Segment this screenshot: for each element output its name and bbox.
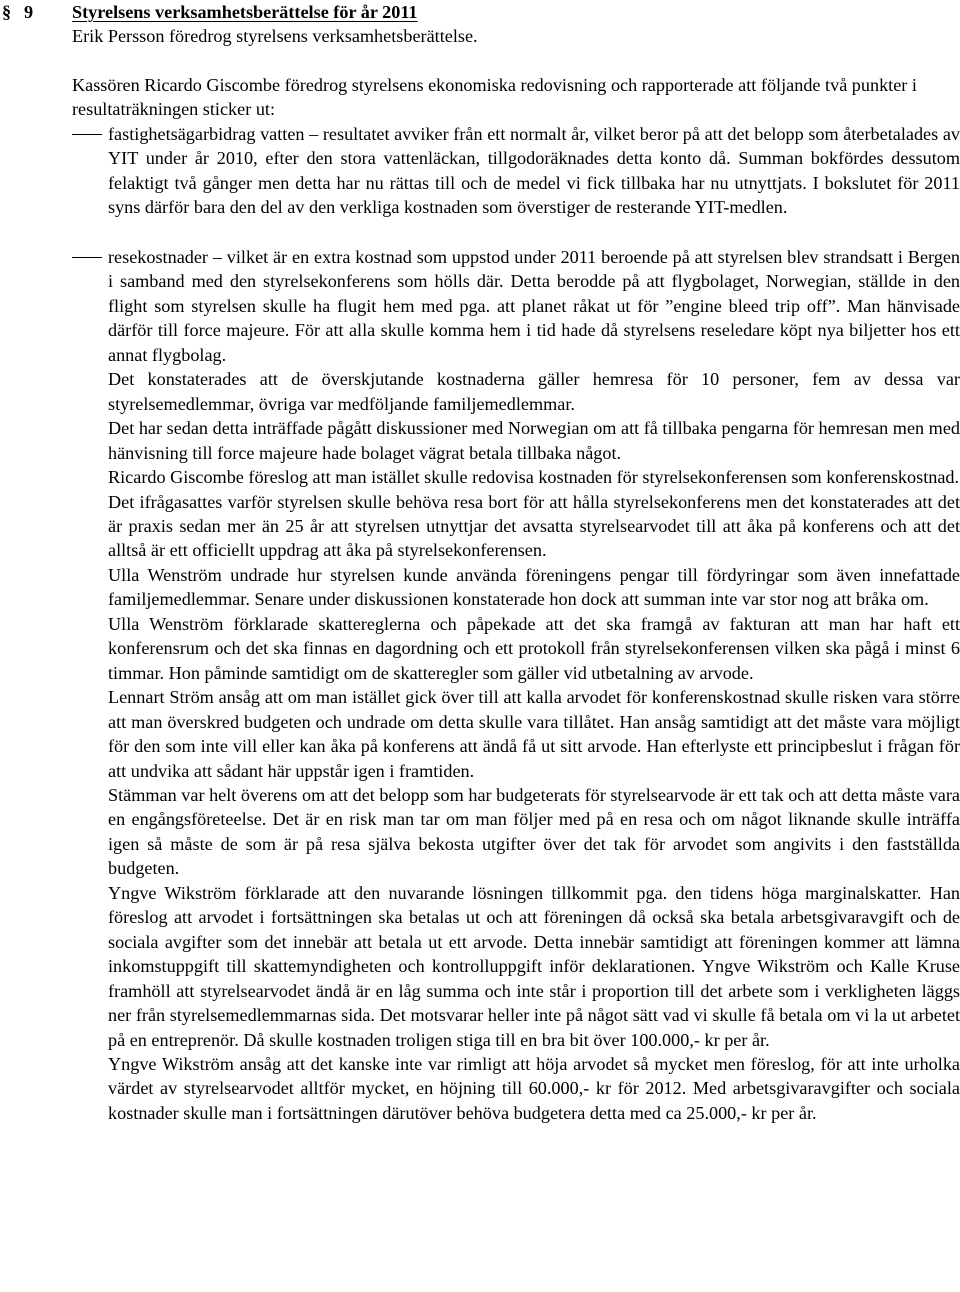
section-heading [0,0,960,24]
item-paragraph: Yngve Wikström förklarade att den nuvarande lösningen tillkommit pga. den tidens höga marginalskatter. Han föreslog att arvodet i fortsättningen ska betalas ut och att föreningen då också ska betala arbetsgivaravgift och de sociala avgifter som det innebär att betala ut ett arvode. Detta innebär samtidigt att föreningen kommer att lämna inkomstuppgift till skattemyndigheten och kontrolluppgift inför deklarationen. Yngve Wikström och Kalle Kruse framhöll att styrelsearvodet ändå är en låg summa och inte står i proportion till det arbete som i verkligheten läggs ner från styrelsemedlemmarnas sida. Det motsvarar heller inte på något sätt vad vi skulle få betala om vi la ut arbetet på en entreprenör. Då skulle kostnaden troligen stiga till en bra bit över 100.000,- kr per år. [108,882,960,1050]
item-paragraph: resekostnader – vilket är en extra kostnad som uppstod under 2011 beroende på att styrelsen blev strandsatt i Bergen i samband med den styrelsekonferens som hölls där. Detta berodde på att flygbolaget, Norwegian, ställde in den flight som styrelsen skulle ha flugit hem med pga. att planet råkat ut för ”engine bleed trip off”. Man hänvisade därför till force majeure. För att alla skulle komma hem i tid hade då styrelsens reseledare köpt nya biljetter hos ett annat flygbolag. [108,247,960,365]
item-paragraph: Lennart Ström ansåg att om man istället gick över till att kalla arvodet för konferenskostnad skulle risken vara större att man överskred budgeten och undrade om detta skulle vara tillåtet. Han ansåg samtidigt att det måste vara möjligt för den som inte vill eller kan åka på konferens att ändå få ut sitt arvode. Han efterlyste ett principbeslut i frågan för att undvika att sådant här uppstår igen i framtiden. [108,687,960,781]
section-number: 9 [24,2,34,22]
item-paragraph: Det har sedan detta inträffade pågått diskussioner med Norwegian om att få tillbaka pengarna för hemresan men med hänvisning till force majeure hade bolaget vägrat betala tillbaka något. [108,418,960,463]
section-title: Styrelsens verksamhetsberättelse för år 2011 [72,2,418,22]
item-paragraph: Stämman var helt överens om att det belopp som har budgeterats för styrelsearvode är ett tak och att detta måste vara en engångsföreteelse. Det är en risk man tar om man följer med på en resa och om något liknande skulle inträffa igen så måste de som är på resa själva bekosta utgifter över det tak för arvodet som angivits i den fastställda budgeten. [108,784,960,879]
section-symbol: § [2,2,12,22]
dash-bullet [72,257,102,258]
item-paragraph: fastighetsägarbidrag vatten – resultatet avviker från ett normalt år, vilket beror på att det belopp som återbetalades av YIT under år 2010, efter den stora vattenläckan, tillgodoräknades detta konto då. Summan bokfördes dessutom felaktigt två gånger men detta har nu rättas till och de medel vi fick tillbaka har nu utnyttjats. I bokslutet för 2011 syns därför bara den del av den verkliga kostnaden som överstiger de resterande YIT-medlen. [108,124,960,218]
list-item-travel [72,245,960,1125]
item-paragraph: Det konstaterades att de överskjutande kostnaderna gäller hemresa för 10 personer, fem av dessa var styrelsemedlemmar, övriga var medföljande familjemedlemmar. [108,369,960,414]
item-paragraph: Det ifrågasattes varför styrelsen skulle behöva resa bort för att hålla styrelsekonferens men det konstaterades att det är praxis sedan mer än 25 år att styrelsen utnyttjar det avsatta styrelsearvodet till att åka på konferens och att det alltså är ett officiellt uppdrag att åka på styrelsekonferensen. [108,491,960,561]
list-item-water [72,122,960,220]
dash-bullet [72,134,102,135]
item-paragraph: Ulla Wenström undrade hur styrelsen kunde använda föreningens pengar till fördyringar som även innefattade familjemedlemmar. Senare under diskussionen konstaterade hon dock att summan inte var stor nog att bråka om. [108,564,960,610]
intro-paragraph: Kassören Ricardo Giscombe föredrog styrelsens ekonomiska redovisning och rapporterade att följande två punkter i resultaträkningen sticker ut: [72,75,917,120]
item-paragraph: Ricardo Giscombe föreslog att man istället skulle redovisa kostnaden för styrelsekonferensen som konferenskostnad. [108,467,960,488]
section-subtitle: Erik Persson föredrog styrelsens verksamhetsberättelse. [72,26,478,46]
item-paragraph: Ulla Wenström förklarade skattereglerna och påpekade att det ska framgå av fakturan att man har haft ett konferensrum och det ska finnas en dagordning och ett protokoll från styrelsekonferensen vilken ska pågå i minst 6 timmar. Hon påminde samtidigt om de skatteregler som gäller vid utbetalning av arvode. [108,613,960,683]
item-paragraph: Yngve Wikström ansåg att det kanske inte var rimligt att höja arvodet så mycket men föreslog, för att inte urholka värdet av styrelsearvodet alltför mycket, en höjning till 60.000,- kr för 2012. Med arbetsgivaravgifter och sociala kostnader skulle man i fortsättningen därutöver behöva budgetera detta med ca 25.000,- kr per år. [108,1053,960,1123]
